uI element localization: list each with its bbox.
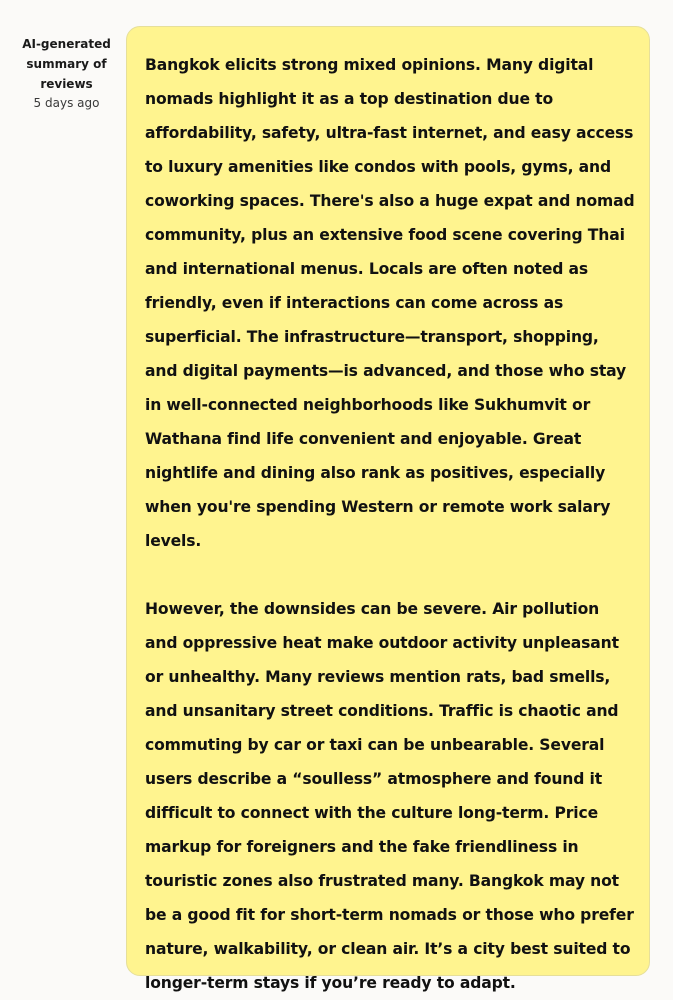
summary-paragraph-positives: Bangkok elicits strong mixed opinions. Many digital nomads highlight it as a top destination due to affordability, safety, ultra-fast internet, and easy access to luxury amenities like condos with pools, gyms, and coworking spaces. There's also a huge expat and nomad community, plus an extensive food scene covering Thai and international menus. Locals are often noted as friendly, even if interactions can come across as superficial. The infrastructure—transport, shopping, and digital payments—is advanced, and those who stay in well-connected neighborhoods like Sukhumvit or Wathana find life convenient and enjoyable. Great nightlife and dining also rank as positives, especially when you're spending Western or remote work salary levels. bbox=[145, 56, 635, 550]
summary-card bbox=[126, 26, 650, 992]
summary-label: AI-generated summary of reviews bbox=[22, 37, 111, 91]
summary-timestamp: 5 days ago bbox=[33, 96, 100, 110]
summary-meta bbox=[0, 34, 133, 112]
summary-paragraph-negatives: However, the downsides can be severe. Air pollution and oppressive heat make outdoor activity unpleasant or unhealthy. Many reviews mention rats, bad smells, and unsanitary street conditions. Traffic is chaotic and commuting by car or taxi can be unbearable. Several users describe a “soulless” atmosphere and found it difficult to connect with the culture long-term. Price markup for foreigners and the fake friendliness in touristic zones also frustrated many. Bangkok may not be a good fit for short-term nomads or those who prefer nature, walkability, or clean air. It’s a city best suited to longer-term stays if you’re ready to adapt. bbox=[145, 600, 634, 992]
